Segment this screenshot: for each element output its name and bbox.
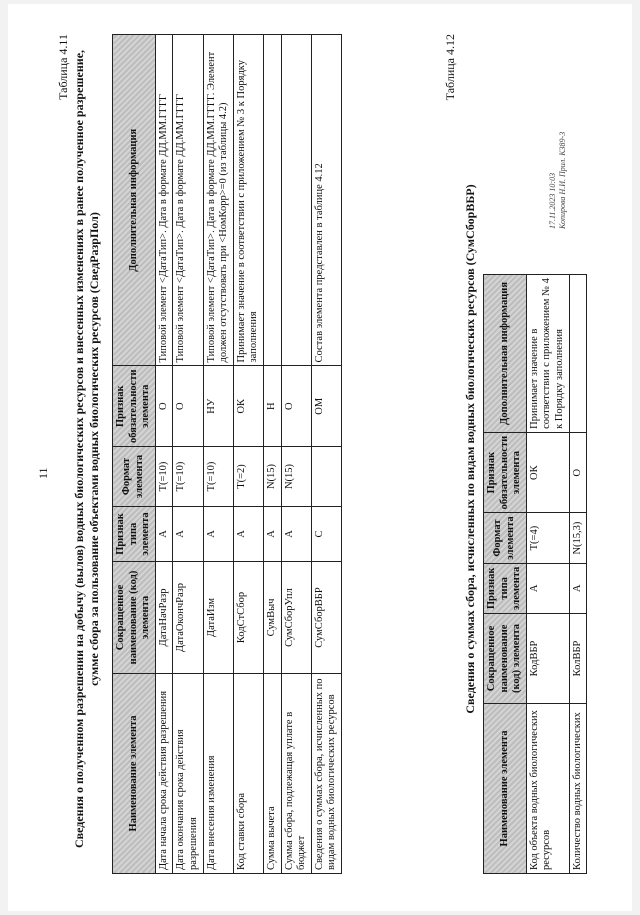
table-cell: КодСтСбор [233,562,263,674]
table-cell: Типовой элемент <ДатаТип>. Дата в формате ДД.ММ.ГГГГ [173,35,203,366]
table-cell: Состав элемента представлен в таблице 4.12 [311,35,341,366]
table-cell: КодВБР [526,614,569,704]
header-cell: Дополнительная информация [113,35,156,366]
table-cell: Сумма сбора, подлежащая уплате в бюджет [281,674,311,874]
header-cell: Формат элемента [484,513,527,563]
table-row [526,275,569,874]
table-cell: T(=10) [173,447,203,507]
table-cell: Дата начала срока действия разрешения [155,674,173,874]
table-cell: А [233,507,263,562]
table-cell: ДатаНачРазр [155,562,173,674]
table-cell: Сведения о суммах сбора, исчисленных по видам водных биологических ресурсов [311,674,341,874]
print-stamp [548,29,567,229]
table-cell: СумСборУпл [281,562,311,674]
table-cell: ОК [233,366,263,447]
page-number: 11 [36,467,50,479]
table1-number: Таблица 4.11 [56,34,70,100]
table-cell: T(=2) [233,447,263,507]
table-cell: Принимает значение в соответствии с приложением № 4 к Порядку заполнения [526,275,569,433]
table-4-12 [483,274,587,874]
table-cell: А [263,507,281,562]
table-cell: СумСборВБР [311,562,341,674]
table-cell: Типовой элемент <ДатаТип>. Дата в формате ДД.ММ.ГГГГ [155,35,173,366]
table-cell: А [281,507,311,562]
header-cell: Сокращенное наименование (код) элемента [484,614,527,704]
table-row [233,35,263,874]
rotated-page-content [28,24,588,884]
table-row [569,275,587,874]
header-cell: Признак типа элемента [484,563,527,613]
stamp-author: Копирова Н.И. Прил. К389-3 [557,131,567,229]
table-cell: А [203,507,233,562]
table-cell: Дата окончания срока действия разрешения [173,674,203,874]
table-cell: А [526,563,569,613]
table-row [203,35,233,874]
table-cell: T(=4) [526,513,569,563]
table-cell [263,35,281,366]
table-cell: ДатаОкончРазр [173,562,203,674]
table-cell: СумВыч [263,562,281,674]
table-row [155,35,173,874]
table-cell: Код ставки сбора [233,674,263,874]
table-cell: Количество водных биологических [569,704,587,874]
table-row [173,35,203,874]
table-cell: T(=10) [155,447,173,507]
header-cell: Формат элемента [113,447,156,507]
table-cell: А [173,507,203,562]
table-cell: С [311,507,341,562]
table-cell [569,275,587,433]
table-cell: О [281,366,311,447]
table-4-11 [112,34,342,874]
table-cell: ОМ [311,366,341,447]
table-cell: N(15,3) [569,513,587,563]
header-cell: Признак обязательности элемента [113,366,156,447]
table-cell [311,447,341,507]
table-cell: О [173,366,203,447]
table-cell: А [569,563,587,613]
table-cell: ОК [526,432,569,513]
table-cell: А [155,507,173,562]
table-cell: T(=10) [203,447,233,507]
table-cell: О [569,432,587,513]
document-page [8,4,632,911]
table-cell: НУ [203,366,233,447]
table-cell: Код объекта водных биологических ресурсов [526,704,569,874]
table-cell: ДатаИзм [203,562,233,674]
table2-title: Сведения о суммах сбора, исчисленных по видам водных биологических ресурсов (СумСборВБР) [463,184,477,714]
table-cell: Дата внесения изменения [203,674,233,874]
table-row [263,35,281,874]
table-cell: О [155,366,173,447]
table-cell: N(15) [263,447,281,507]
header-cell: Признак типа элемента [113,507,156,562]
table-cell: Принимает значение в соответствии с приложением № 3 к Порядку заполнения [233,35,263,366]
stamp-date: 17.11.2023 10:03 [548,172,557,229]
header-cell: Признак обязательности элемента [484,432,527,513]
table-cell: Сумма вычета [263,674,281,874]
header-cell: Наименование элемента [484,704,527,874]
table-cell: Н [263,366,281,447]
table2-number: Таблица 4.12 [443,34,457,101]
table-cell: КолВБР [569,614,587,704]
table-row [281,35,311,874]
table-cell: Типовой элемент <ДатаТип>. Дата в формате ДД.ММ.ГГГГ. Элемент должен отсутствовать при <НомКорр>=0 (из таблицы 4.2) [203,35,233,366]
table-cell [281,35,311,366]
table-cell: N(15) [281,447,311,507]
header-cell: Дополнительная информация [484,275,527,433]
table-row [311,35,341,874]
header-cell: Наименование элемента [113,674,156,874]
header-cell: Сокращенное наименование (код) элемента [113,562,156,674]
table1-title: Сведения о полученном разрешении на добычу (вылов) водных биологических ресурсов и внесенных изменениях в ранее полученное разрешение, сумме сбора за пользование объектами водных биологических ресурсов (СведРазрПол) [72,49,101,849]
